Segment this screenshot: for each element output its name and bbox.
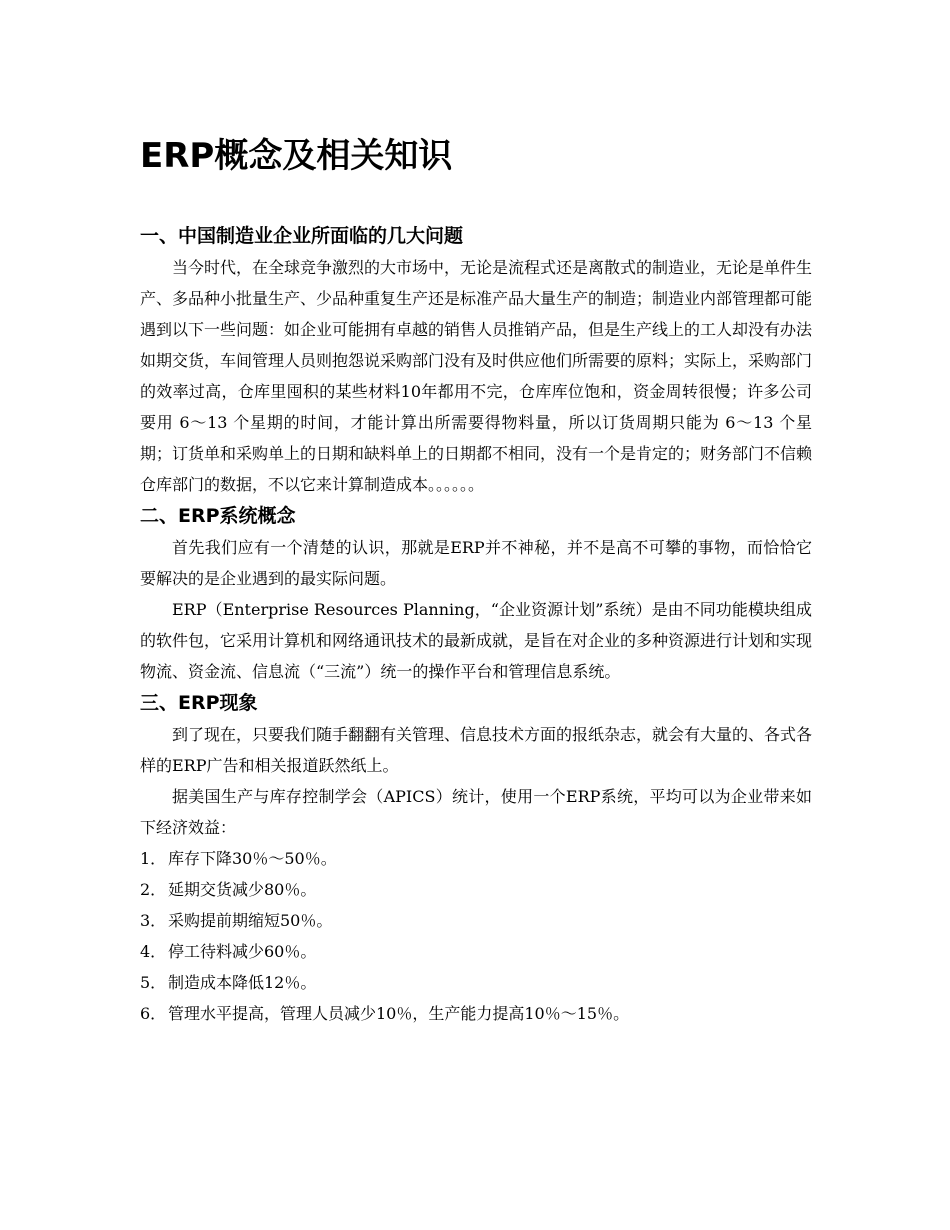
list-item-number: 3． [140, 911, 167, 930]
section-heading: 二、ERP系统概念 [140, 505, 296, 527]
list-item-text: 采购提前期缩短50％。 [168, 911, 333, 930]
list-item-number: 4． [140, 942, 167, 961]
list-item-number: 5． [140, 973, 167, 992]
paragraph: 当今时代，在全球竞争激烈的大市场中，无论是流程式还是离散式的制造业，无论是单件生产、多品种小批量生产、少品种重复生产还是标准产品大量生产的制造；制造业内部管理都可能遇到以下一些问题：如企业可能拥有卓越的销售人员推销产品，但是生产线上的工人却没有办法如期交货，车间管理人员则抱怨说采购部门没有及时供应他们所需要的原料；实际上，采购部门的效率过高，仓库里囤积的某些材料10年都用不完，仓库库位饱和，资金周转很慢；许多公司要用 6～13 个星期的时间，才能计算出所需要得物料量，所以订货周期只能为 6～13 个星期；订货单和采购单上的日期和缺料单上的日期都不相同，没有一个是肯定的；财务部门不信赖仓库部门的数据，不以它来计算制造成本。。。。。。 [140, 258, 813, 494]
section-erp-concept [140, 500, 812, 687]
benefits-list [140, 843, 812, 1029]
list-item-number: 1． [140, 849, 167, 868]
list-item [140, 905, 812, 936]
paragraph: 首先我们应有一个清楚的认识，那就是ERP并不神秘，并不是高不可攀的事物，而恰恰它要解决的是企业遇到的最实际问题。 [140, 538, 812, 588]
list-item-text: 停工待料减少60％。 [168, 942, 317, 961]
list-item-text: 延期交货减少80％。 [168, 880, 317, 899]
paragraph: ERP（Enterprise Resources Planning，“企业资源计划”系统）是由不同功能模块组成的软件包，它采用计算机和网络通讯技术的最新成就，是旨在对企业的多种资源进行计划和实现物流、资金流、信息流（“三流”）统一的操作平台和管理信息系统。 [140, 600, 813, 681]
list-item [140, 843, 812, 874]
section-heading: 三、ERP现象 [140, 692, 258, 714]
document-body [140, 132, 812, 1029]
document-title: ERP概念及相关知识 [140, 136, 453, 176]
list-item-number: 2． [140, 880, 167, 899]
list-item-text: 库存下降30％～50％。 [168, 849, 337, 868]
paragraph: 到了现在，只要我们随手翻翻有关管理、信息技术方面的报纸杂志，就会有大量的、各式各样的ERP广告和相关报道跃然纸上。 [140, 725, 813, 775]
list-item-text: 制造成本降低12％。 [168, 973, 317, 992]
list-item [140, 936, 812, 967]
list-item [140, 967, 812, 998]
section-heading: 一、中国制造业企业所面临的几大问题 [140, 225, 464, 247]
section-problems [140, 220, 812, 500]
list-item-text: 管理水平提高，管理人员减少10％，生产能力提高10％～15％。 [168, 1004, 630, 1023]
section-erp-phenomenon [140, 687, 812, 1029]
list-item-number: 6． [140, 1004, 167, 1023]
list-item [140, 998, 812, 1029]
list-item [140, 874, 812, 905]
paragraph: 据美国生产与库存控制学会（APICS）统计，使用一个ERP系统，平均可以为企业带来如下经济效益： [140, 787, 812, 837]
